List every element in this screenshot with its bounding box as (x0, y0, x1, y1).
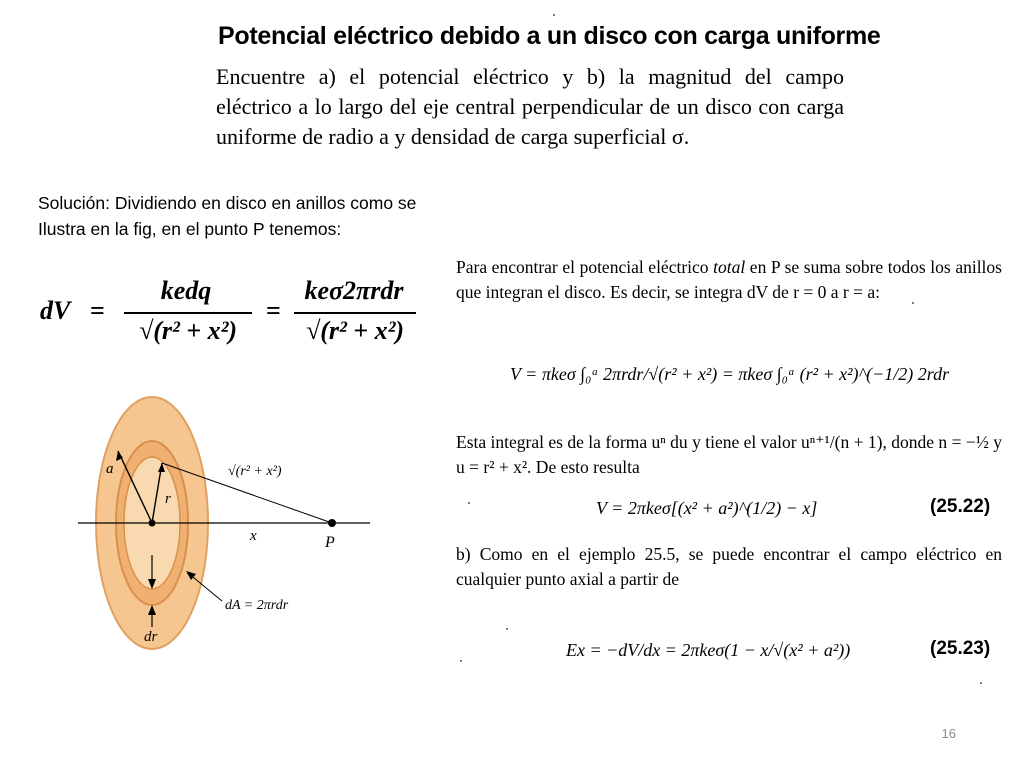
para1-part-a: Para encontrar el potencial eléctrico (456, 257, 714, 277)
slide-number: 16 (941, 726, 956, 741)
dv-numerator-2: keσ2πrdr (304, 276, 404, 305)
dv-numerator-1: kedq (160, 276, 212, 305)
para1-part-b: en P se suma sobre todos los anillos que integran el disco. Es decir, se integra dV de r = 0 a r = a: (456, 257, 1002, 302)
paragraph-electric-field: b) Como en el ejemplo 25.5, se puede encontrar el campo eléctrico en cualquier punto axial a partir de (456, 544, 1002, 589)
dv-denominator-1: √(r² + x²) (138, 316, 238, 345)
equation-label-2523: (25.23) (930, 638, 991, 659)
dv-lhs: dV (40, 296, 71, 325)
solution-line-2: Ilustra en la fig, en el punto P tenemos: (38, 219, 342, 239)
solution-line-1: Solución: Dividiendo en disco en anillos como se (38, 193, 417, 213)
para1-total: total (713, 257, 746, 277)
label-r: r (165, 491, 171, 507)
problem-statement: Encuentre a) el potencial eléctrico y b) la magnitud del campo eléctrico a lo largo del eje central perpendicular de un disco con carga uniforme de radio a y densidad de carga superficial σ. (216, 64, 844, 149)
slide-title: Potencial eléctrico debido a un disco con carga uniforme (218, 22, 881, 50)
ex-result-equation: Ex = −dV/dx = 2πkeσ(1 − x/√(x² + a²)) (566, 640, 851, 660)
label-x: x (250, 528, 257, 544)
label-dr: dr (144, 629, 158, 645)
paragraph-total-potential (456, 255, 1002, 305)
dv-equation: dV = kedq √(r² + x²) = keσ2πrdr √(r² + x²) (40, 272, 420, 352)
dv-denominator-2: √(r² + x²) (305, 316, 405, 345)
point-P (328, 519, 336, 527)
equation-label-2522: (25.22) (930, 496, 991, 517)
label-a: a (106, 461, 114, 477)
v-result-equation: V = 2πkeσ[(x² + a²)^(1/2) − x] (596, 498, 818, 518)
paragraph-integral-form: Esta integral es de la forma uⁿ du y tiene el valor uⁿ⁺¹/(n + 1), donde n = −½ y u = r² + x². De esto resulta (456, 432, 1002, 477)
solution-intro (38, 190, 508, 242)
label-dA: dA = 2πrdr (225, 598, 289, 613)
label-sqrt: √(r² + x²) (228, 464, 282, 479)
integral-equation: V = πkeσ ∫₀ᵃ 2πrdr/√(r² + x²) = πkeσ ∫₀ᵃ (r² + x²)^(−1/2) 2rdr (510, 364, 950, 384)
label-P: P (325, 534, 335, 551)
ring-disk-figure (70, 395, 400, 660)
